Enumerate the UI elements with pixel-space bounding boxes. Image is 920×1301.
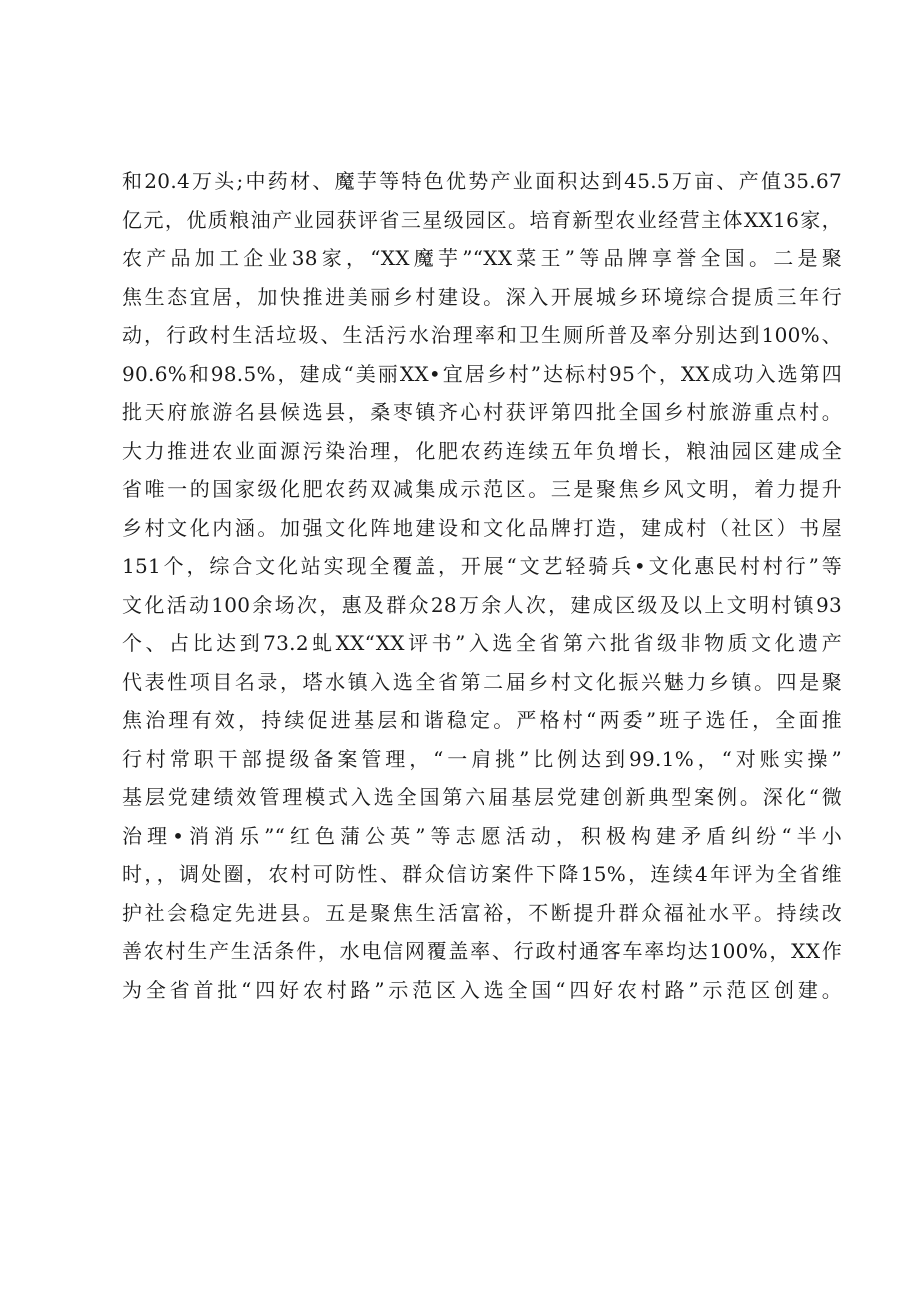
text-line: 151个，综合文化站实现全覆盖，开展“文艺轻骑兵•文化惠民村村行”等 — [122, 554, 842, 578]
text-line: 治理•消消乐”“红色蒲公英”等志愿活动，积极构建矛盾纠纷“半小 — [122, 823, 842, 848]
text-line: 大力推进农业面源污染治理，化肥农药连续五年负增长，粮油园区建成全 — [122, 438, 842, 463]
text-line: 动，行政村生活垃圾、生活污水治理率和卫生厕所普及率分别达到100%、 — [122, 323, 842, 347]
text-line: 焦生态宜居，加快推进美丽乡村建设。深入开展城乡环境综合提质三年行 — [122, 284, 842, 309]
text-line: 乡村文化内涵。加强文化阵地建设和文化品牌打造，建成村（社区）书屋 — [122, 515, 842, 540]
text-line: 亿元，优质粮油产业园获评省三星级园区。培育新型农业经营主体XX16家， — [122, 207, 842, 232]
text-line: 90.6%和98.5%，建成“美丽XX•宜居乡村”达标村95个，XX成功入选第四 — [122, 361, 842, 386]
text-line: 省唯一的国家级化肥农药双减集成示范区。三是聚焦乡风文明，着力提升 — [122, 477, 842, 501]
text-line: 时，，调处圈，农村可防性、群众信访案件下降15%，连续4年评为全省维 — [122, 862, 842, 886]
text-line: 为全省首批“四好农村路”示范区入选全国“四好农村路”示范区创建。 — [122, 977, 842, 1002]
text-line: 和20.4万头;中药材、魔芋等特色优势产业面积达到45.5万亩、产值35.67 — [122, 169, 842, 193]
text-line: 善农村生产生活条件，水电信网覆盖率、行政村通客车率均达100%，XX作 — [122, 939, 842, 963]
text-line: 个、占比达到73.2虬XX“XX评书”入选全省第六批省级非物质文化遗产 — [122, 631, 842, 655]
text-line: 农产品加工企业38家，“XX魔芋”“XX菜王”等品牌享誉全国。二是聚 — [122, 246, 842, 270]
text-line: 批天府旅游名县候选县，桑枣镇齐心村获评第四批全国乡村旅游重点村。 — [122, 400, 842, 424]
text-line: 行村常职干部提级备案管理，“一肩挑”比例达到99.1%，“对账实操” — [122, 746, 842, 771]
body-paragraph — [122, 162, 842, 1009]
text-line: 护社会稳定先进县。五是聚焦生活富裕，不断提升群众福祉水平。持续改 — [122, 900, 842, 925]
text-line: 代表性项目名录，塔水镇入选全省第二届乡村文化振兴魅力乡镇。四是聚 — [122, 669, 842, 694]
text-line: 基层党建绩效管理模式入选全国第六届基层党建创新典型案例。深化“微 — [122, 785, 842, 809]
text-line: 焦治理有效，持续促进基层和谐稳定。严格村“两委”班子选任，全面推 — [122, 708, 842, 732]
text-line: 文化活动100余场次，惠及群众28万余人次，建成区级及以上文明村镇93 — [122, 592, 842, 617]
